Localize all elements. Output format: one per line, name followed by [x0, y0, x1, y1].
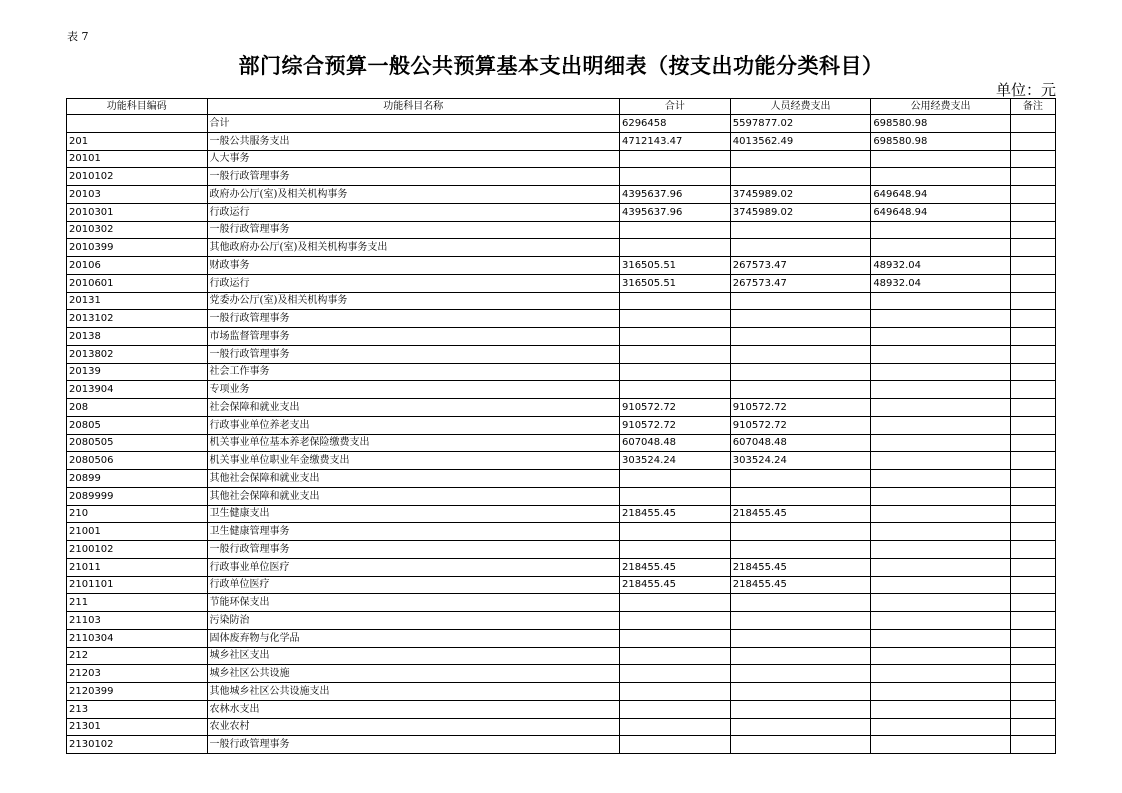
cell-personnel	[730, 310, 871, 328]
cell-code: 2100102	[67, 541, 208, 559]
table-row	[67, 594, 1056, 612]
table-row	[67, 328, 1056, 346]
cell-note	[1010, 257, 1055, 275]
cell-public	[871, 150, 1011, 168]
cell-total	[619, 683, 730, 701]
table-row	[67, 203, 1056, 221]
cell-public	[871, 399, 1011, 417]
cell-code: 210	[67, 505, 208, 523]
cell-code: 208	[67, 399, 208, 417]
cell-note	[1010, 363, 1055, 381]
cell-name: 专项业务	[207, 381, 619, 399]
cell-personnel	[730, 345, 871, 363]
cell-personnel	[730, 523, 871, 541]
cell-total	[619, 594, 730, 612]
cell-code: 2010301	[67, 203, 208, 221]
cell-personnel: 5597877.02	[730, 115, 871, 133]
cell-total	[619, 310, 730, 328]
cell-note	[1010, 700, 1055, 718]
cell-public	[871, 452, 1011, 470]
unit-label: 单位：元	[995, 81, 1056, 99]
table-row	[67, 274, 1056, 292]
cell-name: 其他城乡社区公共设施支出	[207, 683, 619, 701]
cell-note	[1010, 665, 1055, 683]
cell-name: 行政运行	[207, 203, 619, 221]
cell-name: 城乡社区支出	[207, 647, 619, 665]
cell-name: 城乡社区公共设施	[207, 665, 619, 683]
cell-note	[1010, 558, 1055, 576]
cell-code: 2089999	[67, 487, 208, 505]
cell-personnel	[730, 718, 871, 736]
table-row	[67, 523, 1056, 541]
cell-total: 218455.45	[619, 505, 730, 523]
table-row	[67, 239, 1056, 257]
cell-public	[871, 292, 1011, 310]
cell-personnel	[730, 629, 871, 647]
cell-note	[1010, 683, 1055, 701]
cell-public: 48932.04	[871, 257, 1011, 275]
cell-note	[1010, 416, 1055, 434]
cell-code: 20106	[67, 257, 208, 275]
cell-personnel	[730, 541, 871, 559]
cell-total	[619, 647, 730, 665]
column-header-code: 功能科目编码	[67, 99, 208, 115]
cell-code: 2010601	[67, 274, 208, 292]
cell-total	[619, 470, 730, 488]
table-row	[67, 452, 1056, 470]
cell-note	[1010, 505, 1055, 523]
cell-name: 一般行政管理事务	[207, 541, 619, 559]
cell-total: 4395637.96	[619, 203, 730, 221]
cell-note	[1010, 647, 1055, 665]
cell-name: 财政事务	[207, 257, 619, 275]
cell-public	[871, 541, 1011, 559]
cell-name: 政府办公厅(室)及相关机构事务	[207, 186, 619, 204]
cell-public	[871, 434, 1011, 452]
cell-name: 农林水支出	[207, 700, 619, 718]
cell-total	[619, 541, 730, 559]
cell-name: 行政事业单位养老支出	[207, 416, 619, 434]
cell-total: 910572.72	[619, 416, 730, 434]
cell-total: 316505.51	[619, 274, 730, 292]
cell-code: 211	[67, 594, 208, 612]
cell-name: 一般公共服务支出	[207, 132, 619, 150]
cell-code: 21103	[67, 612, 208, 630]
table-row	[67, 399, 1056, 417]
cell-name: 党委办公厅(室)及相关机构事务	[207, 292, 619, 310]
cell-total: 316505.51	[619, 257, 730, 275]
column-header-public: 公用经费支出	[871, 99, 1011, 115]
cell-note	[1010, 150, 1055, 168]
table-row	[67, 629, 1056, 647]
cell-code: 20805	[67, 416, 208, 434]
cell-name: 合计	[207, 115, 619, 133]
cell-public	[871, 363, 1011, 381]
cell-code: 2080506	[67, 452, 208, 470]
cell-code: 2010302	[67, 221, 208, 239]
cell-name: 行政单位医疗	[207, 576, 619, 594]
cell-public	[871, 594, 1011, 612]
table-row	[67, 505, 1056, 523]
cell-note	[1010, 612, 1055, 630]
cell-name: 其他社会保障和就业支出	[207, 470, 619, 488]
budget-table	[66, 98, 1056, 754]
cell-code: 21011	[67, 558, 208, 576]
cell-name: 一般行政管理事务	[207, 736, 619, 754]
table-row	[67, 381, 1056, 399]
cell-total	[619, 345, 730, 363]
cell-public: 48932.04	[871, 274, 1011, 292]
cell-code: 213	[67, 700, 208, 718]
table-row	[67, 683, 1056, 701]
table-row	[67, 150, 1056, 168]
cell-public	[871, 239, 1011, 257]
cell-personnel	[730, 168, 871, 186]
cell-total	[619, 612, 730, 630]
cell-personnel	[730, 328, 871, 346]
cell-total	[619, 328, 730, 346]
cell-public	[871, 629, 1011, 647]
cell-total	[619, 665, 730, 683]
cell-public	[871, 576, 1011, 594]
cell-personnel: 218455.45	[730, 558, 871, 576]
column-header-total: 合计	[619, 99, 730, 115]
cell-code: 2120399	[67, 683, 208, 701]
cell-total	[619, 381, 730, 399]
table-row	[67, 470, 1056, 488]
cell-public	[871, 523, 1011, 541]
cell-note	[1010, 541, 1055, 559]
cell-public	[871, 310, 1011, 328]
cell-note	[1010, 487, 1055, 505]
table-row	[67, 718, 1056, 736]
table-row	[67, 168, 1056, 186]
cell-personnel	[730, 700, 871, 718]
cell-public	[871, 612, 1011, 630]
cell-total: 218455.45	[619, 576, 730, 594]
cell-name: 市场监督管理事务	[207, 328, 619, 346]
cell-code: 20899	[67, 470, 208, 488]
cell-note	[1010, 576, 1055, 594]
cell-public	[871, 558, 1011, 576]
cell-name: 机关事业单位职业年金缴费支出	[207, 452, 619, 470]
cell-name: 一般行政管理事务	[207, 168, 619, 186]
cell-public	[871, 505, 1011, 523]
cell-public	[871, 683, 1011, 701]
cell-name: 其他社会保障和就业支出	[207, 487, 619, 505]
cell-personnel	[730, 381, 871, 399]
cell-public	[871, 470, 1011, 488]
cell-code: 212	[67, 647, 208, 665]
cell-public	[871, 487, 1011, 505]
cell-code: 20103	[67, 186, 208, 204]
cell-note	[1010, 168, 1055, 186]
cell-public	[871, 700, 1011, 718]
table-row	[67, 558, 1056, 576]
cell-name: 一般行政管理事务	[207, 310, 619, 328]
cell-code: 20131	[67, 292, 208, 310]
cell-code: 20139	[67, 363, 208, 381]
cell-name: 机关事业单位基本养老保险缴费支出	[207, 434, 619, 452]
cell-public	[871, 168, 1011, 186]
cell-public	[871, 345, 1011, 363]
table-row	[67, 292, 1056, 310]
cell-note	[1010, 115, 1055, 133]
cell-code: 2101101	[67, 576, 208, 594]
cell-name: 人大事务	[207, 150, 619, 168]
cell-note	[1010, 736, 1055, 754]
cell-total: 910572.72	[619, 399, 730, 417]
cell-public	[871, 665, 1011, 683]
cell-personnel	[730, 239, 871, 257]
cell-personnel	[730, 683, 871, 701]
cell-public	[871, 736, 1011, 754]
table-row	[67, 487, 1056, 505]
cell-name: 社会保障和就业支出	[207, 399, 619, 417]
cell-note	[1010, 345, 1055, 363]
cell-code: 20138	[67, 328, 208, 346]
cell-code: 201	[67, 132, 208, 150]
cell-note	[1010, 310, 1055, 328]
cell-name: 农业农村	[207, 718, 619, 736]
cell-public	[871, 381, 1011, 399]
cell-name: 卫生健康支出	[207, 505, 619, 523]
cell-note	[1010, 470, 1055, 488]
cell-name: 其他政府办公厅(室)及相关机构事务支出	[207, 239, 619, 257]
cell-personnel: 910572.72	[730, 416, 871, 434]
cell-personnel: 607048.48	[730, 434, 871, 452]
cell-total: 607048.48	[619, 434, 730, 452]
table-number: 表 7	[67, 30, 89, 43]
cell-note	[1010, 399, 1055, 417]
table-row	[67, 416, 1056, 434]
cell-code: 2130102	[67, 736, 208, 754]
cell-code: 2010399	[67, 239, 208, 257]
cell-total	[619, 292, 730, 310]
cell-total	[619, 363, 730, 381]
cell-personnel	[730, 150, 871, 168]
cell-name: 一般行政管理事务	[207, 345, 619, 363]
cell-personnel	[730, 221, 871, 239]
cell-name: 社会工作事务	[207, 363, 619, 381]
table-row	[67, 310, 1056, 328]
cell-total: 6296458	[619, 115, 730, 133]
table-row	[67, 541, 1056, 559]
cell-name: 行政事业单位医疗	[207, 558, 619, 576]
table-row	[67, 115, 1056, 133]
column-header-personnel: 人员经费支出	[730, 99, 871, 115]
cell-total: 218455.45	[619, 558, 730, 576]
cell-public: 649648.94	[871, 186, 1011, 204]
cell-name: 节能环保支出	[207, 594, 619, 612]
cell-public	[871, 221, 1011, 239]
cell-name: 固体废弃物与化学品	[207, 629, 619, 647]
cell-public	[871, 647, 1011, 665]
cell-total	[619, 168, 730, 186]
table-row	[67, 434, 1056, 452]
cell-note	[1010, 239, 1055, 257]
cell-personnel: 267573.47	[730, 274, 871, 292]
cell-name: 一般行政管理事务	[207, 221, 619, 239]
cell-code: 2013102	[67, 310, 208, 328]
cell-code: 21001	[67, 523, 208, 541]
cell-code: 2080505	[67, 434, 208, 452]
table-row	[67, 700, 1056, 718]
cell-total: 303524.24	[619, 452, 730, 470]
cell-total	[619, 700, 730, 718]
column-header-name: 功能科目名称	[207, 99, 619, 115]
table-row	[67, 612, 1056, 630]
cell-code: 21301	[67, 718, 208, 736]
cell-note	[1010, 594, 1055, 612]
page-title: 部门综合预算一般公共预算基本支出明细表（按支出功能分类科目）	[238, 53, 884, 78]
cell-note	[1010, 203, 1055, 221]
cell-note	[1010, 434, 1055, 452]
cell-personnel	[730, 470, 871, 488]
cell-name: 行政运行	[207, 274, 619, 292]
column-header-note: 备注	[1010, 99, 1055, 115]
cell-personnel: 267573.47	[730, 257, 871, 275]
cell-note	[1010, 274, 1055, 292]
cell-public	[871, 718, 1011, 736]
cell-note	[1010, 132, 1055, 150]
cell-personnel: 3745989.02	[730, 203, 871, 221]
cell-name: 污染防治	[207, 612, 619, 630]
table-body	[67, 115, 1056, 754]
cell-public: 698580.98	[871, 115, 1011, 133]
cell-personnel: 218455.45	[730, 505, 871, 523]
cell-code: 2110304	[67, 629, 208, 647]
cell-total: 4712143.47	[619, 132, 730, 150]
cell-code: 20101	[67, 150, 208, 168]
cell-personnel	[730, 487, 871, 505]
cell-total: 4395637.96	[619, 186, 730, 204]
cell-code	[67, 115, 208, 133]
cell-code: 21203	[67, 665, 208, 683]
cell-total	[619, 523, 730, 541]
cell-total	[619, 487, 730, 505]
table-row	[67, 647, 1056, 665]
cell-code: 2013904	[67, 381, 208, 399]
cell-public	[871, 328, 1011, 346]
cell-personnel: 910572.72	[730, 399, 871, 417]
cell-personnel	[730, 363, 871, 381]
cell-personnel: 218455.45	[730, 576, 871, 594]
cell-personnel	[730, 594, 871, 612]
cell-code: 2013802	[67, 345, 208, 363]
cell-public: 698580.98	[871, 132, 1011, 150]
table-header-row	[67, 99, 1056, 115]
cell-code: 2010102	[67, 168, 208, 186]
cell-total	[619, 718, 730, 736]
cell-personnel: 3745989.02	[730, 186, 871, 204]
cell-note	[1010, 328, 1055, 346]
cell-personnel	[730, 665, 871, 683]
cell-note	[1010, 221, 1055, 239]
cell-total	[619, 629, 730, 647]
cell-note	[1010, 292, 1055, 310]
table-row	[67, 221, 1056, 239]
cell-note	[1010, 186, 1055, 204]
cell-note	[1010, 381, 1055, 399]
table-row	[67, 186, 1056, 204]
cell-note	[1010, 718, 1055, 736]
table-row	[67, 576, 1056, 594]
cell-note	[1010, 452, 1055, 470]
table-row	[67, 257, 1056, 275]
cell-total	[619, 150, 730, 168]
table-row	[67, 345, 1056, 363]
cell-personnel: 4013562.49	[730, 132, 871, 150]
cell-note	[1010, 629, 1055, 647]
table-row	[67, 363, 1056, 381]
table-row	[67, 132, 1056, 150]
table-row	[67, 665, 1056, 683]
cell-public: 649648.94	[871, 203, 1011, 221]
table-row	[67, 736, 1056, 754]
cell-note	[1010, 523, 1055, 541]
cell-total	[619, 239, 730, 257]
cell-name: 卫生健康管理事务	[207, 523, 619, 541]
cell-total	[619, 736, 730, 754]
cell-personnel	[730, 647, 871, 665]
cell-personnel	[730, 292, 871, 310]
cell-public	[871, 416, 1011, 434]
cell-personnel	[730, 736, 871, 754]
cell-total	[619, 221, 730, 239]
cell-personnel	[730, 612, 871, 630]
cell-personnel: 303524.24	[730, 452, 871, 470]
